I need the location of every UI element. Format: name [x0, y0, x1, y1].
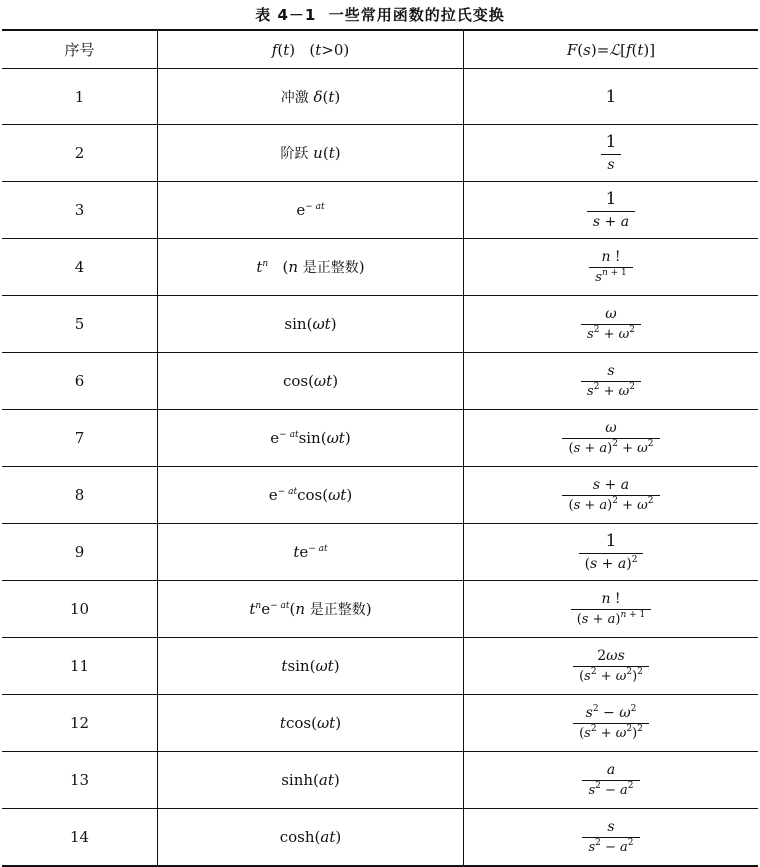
time-function: sinh(at): [158, 752, 464, 809]
time-function: $t^ne^{- at}(n$ 是正整数): [158, 581, 464, 638]
table-row: [2, 524, 758, 581]
transform: $\frac{2\omega s}{(s^2 + \omega^2)^2}$: [464, 638, 759, 695]
transform: $\frac{s^2 - \omega^2}{(s^2 + \omega^2)^2}$: [464, 695, 759, 752]
row-number: 12: [2, 695, 158, 752]
time-function: sin(ωt): [158, 296, 464, 353]
time-function: $e^{- at}\cos(\omega t)$: [158, 467, 464, 524]
transform: 1 $(s + a)^2$: [464, 524, 759, 581]
row-number: 14: [2, 809, 158, 867]
time-function: $e^{- at}\sin(\omega t)$: [158, 410, 464, 467]
row-number: 2: [2, 125, 158, 182]
transform: $\frac{s + a}{(s + a)^2 + \omega^2}$: [464, 467, 759, 524]
time-function: 阶跃 u(t): [158, 125, 464, 182]
table-row: [2, 239, 758, 296]
row-number: 3: [2, 182, 158, 239]
transform: $\frac{n !}{s^{n + 1}}$: [464, 239, 759, 296]
row-number: 9: [2, 524, 158, 581]
laplace-transform-table: [2, 29, 758, 867]
time-function: $e^{- at}$: [158, 182, 464, 239]
table-row: [2, 752, 758, 809]
transform: $\frac{\omega}{(s + a)^2 + \omega^2}$: [464, 410, 759, 467]
transform: 1 s + a: [464, 182, 759, 239]
time-function: tsin(ωt): [158, 638, 464, 695]
row-number: 10: [2, 581, 158, 638]
time-function: $te^{- at}$: [158, 524, 464, 581]
header-time-function: f(t) (t>0): [158, 30, 464, 69]
row-number: 7: [2, 410, 158, 467]
table-row: [2, 69, 758, 125]
time-function: tcos(ωt): [158, 695, 464, 752]
row-number: 1: [2, 69, 158, 125]
header-index: 序号: [2, 30, 158, 69]
time-function: cos(ωt): [158, 353, 464, 410]
time-function: 冲激 δ(t): [158, 69, 464, 125]
transform: 1 s: [464, 125, 759, 182]
table-row: [2, 182, 758, 239]
transform: 1: [464, 69, 759, 125]
row-number: 13: [2, 752, 158, 809]
row-number: 8: [2, 467, 158, 524]
header-row: [2, 30, 758, 69]
table-caption: 表 4－1 一些常用函数的拉氏变换: [255, 6, 505, 24]
table-row: [2, 809, 758, 867]
table-row: [2, 125, 758, 182]
row-number: 5: [2, 296, 158, 353]
table-row: [2, 695, 758, 752]
time-function: $t^n$ (n 是正整数): [158, 239, 464, 296]
transform: $\frac{\omega}{s^2 + \omega^2}$: [464, 296, 759, 353]
table-row: [2, 467, 758, 524]
transform: $\frac{n !}{(s + a)^{n + 1}}$: [464, 581, 759, 638]
transform: $\frac{s}{s^2 - a^2}$: [464, 809, 759, 867]
time-function: cosh(at): [158, 809, 464, 867]
table-row: [2, 581, 758, 638]
transform: $\frac{s}{s^2 + \omega^2}$: [464, 353, 759, 410]
row-number: 6: [2, 353, 158, 410]
table-row: [2, 353, 758, 410]
row-number: 4: [2, 239, 158, 296]
table-row: [2, 410, 758, 467]
table-row: [2, 296, 758, 353]
transform: $\frac{a}{s^2 - a^2}$: [464, 752, 759, 809]
row-number: 11: [2, 638, 158, 695]
header-transform: F(s)=ℒ[f(t)]: [464, 30, 759, 69]
table-row: [2, 638, 758, 695]
